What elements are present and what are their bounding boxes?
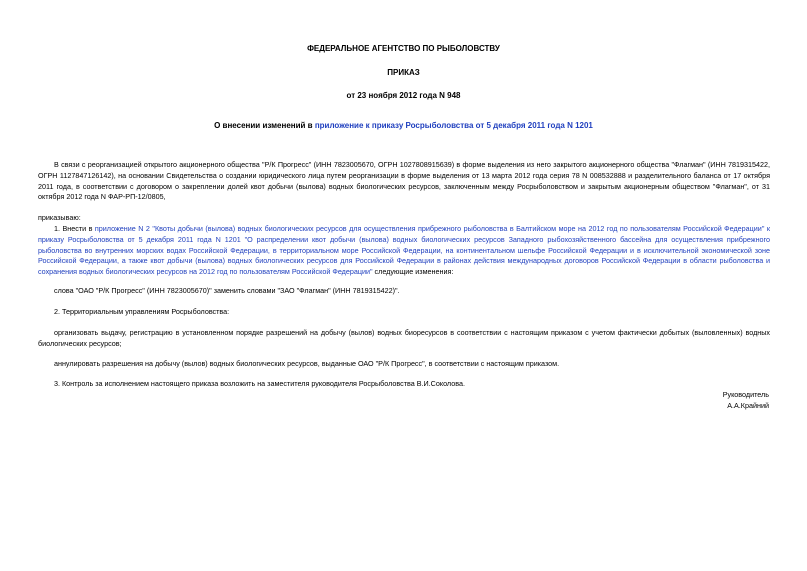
appendix-link[interactable]: приложение N 2 "Квоты добычи (вылова) водных биологических ресурсов для осуществления прибрежного рыболовства в Балтийском море на 2012 год по пользователям Российской Федерации" к приказу Росрыболовства от 5 декабря 2011 года N 1201 "О распределении квот добычи (вылова) водных биологических ресурсов Западного рыбохозяйственного бассейна для осуществления прибрежного рыболовства во внутренних морских водах Российской Федерации, в территориальном море Российской Федерации, на континентальном шельфе Российской Федерации и в исключительной экономической зоне Российской Федерации, а также квот добычи (вылова) водных биологических ресурсов для Российской Федерации в районах действия международных договоров Российской Федерации в области рыболовства и сохранения водных биологических ресурсов на 2012 год по пользователям Российской Федерации" xyxy=(38,224,770,277)
signature-block xyxy=(723,390,769,412)
clause-2-paragraph: 2. Территориальным управлениям Росрыболовства: xyxy=(54,307,230,316)
signature-name: А.А.Крайний xyxy=(727,400,769,410)
clause-3-paragraph: 3. Контроль за исполнением настоящего приказа возложить на заместителя руководителя Росрыболовства В.И.Соколова. xyxy=(54,379,465,388)
annul-permits-paragraph: аннулировать разрешения на добычу (вылов) водных биологических ресурсов, выданные ОАО "Р/К Прогресс", в соответствии с настоящим приказом. xyxy=(54,359,560,368)
document-subject xyxy=(0,121,807,132)
preamble-paragraph: В связи с реорганизацией открытого акционерного общества "Р/К Прогресс" (ИНН 7823005670, ОГРН 1027808915639) в форме выделения из него закрытого акционерного общества "Флагман" (ИНН 7819315422, ОГРН 1127847126142), на основании Свидетельства о создании юридического лица путем реорганизации в форме выделения от 13 марта 2012 года серия 78 N 008532888 и разделительного баланса от 17 октября 2011 года, в соответствии с договором о закреплении долей квот добычи (вылова) водных биологических ресурсов, заключенным между Росрыболовством и закрытым акционерным обществом "Флагман", от 31 октября 2012 года N ФАР-РП-12/0805, xyxy=(38,160,770,202)
replacement-paragraph: слова "ОАО "Р/К Прогресс" (ИНН 7823005670)" заменить словами "ЗАО "Флагман" (ИНН 7819315422)". xyxy=(54,286,400,295)
subject-prefix: О внесении изменений в xyxy=(214,121,315,130)
signature-title: Руководитель xyxy=(722,390,769,399)
subject-link[interactable]: приложение к приказу Росрыболовства от 5 декабря 2011 года N 1201 xyxy=(314,121,593,130)
order-word: приказываю: xyxy=(38,213,81,222)
document-date-number: от 23 ноября 2012 года N 948 xyxy=(346,91,461,100)
agency-name: ФЕДЕРАЛЬНОЕ АГЕНТСТВО ПО РЫБОЛОВСТВУ xyxy=(307,44,500,53)
clause-1-paragraph xyxy=(38,224,770,278)
clause-1-suffix: следующие изменения: xyxy=(372,267,454,277)
clause-1-prefix: 1. Внести в xyxy=(54,224,95,233)
organize-issuance-paragraph: организовать выдачу, регистрацию в установленном порядке разрешений на добычу (вылов) водных биоресурсов в соответствии с настоящим приказом с учетом фактически добытых (выловленных) водных биологических ресурсов; xyxy=(38,328,770,348)
document-type: ПРИКАЗ xyxy=(387,68,420,77)
